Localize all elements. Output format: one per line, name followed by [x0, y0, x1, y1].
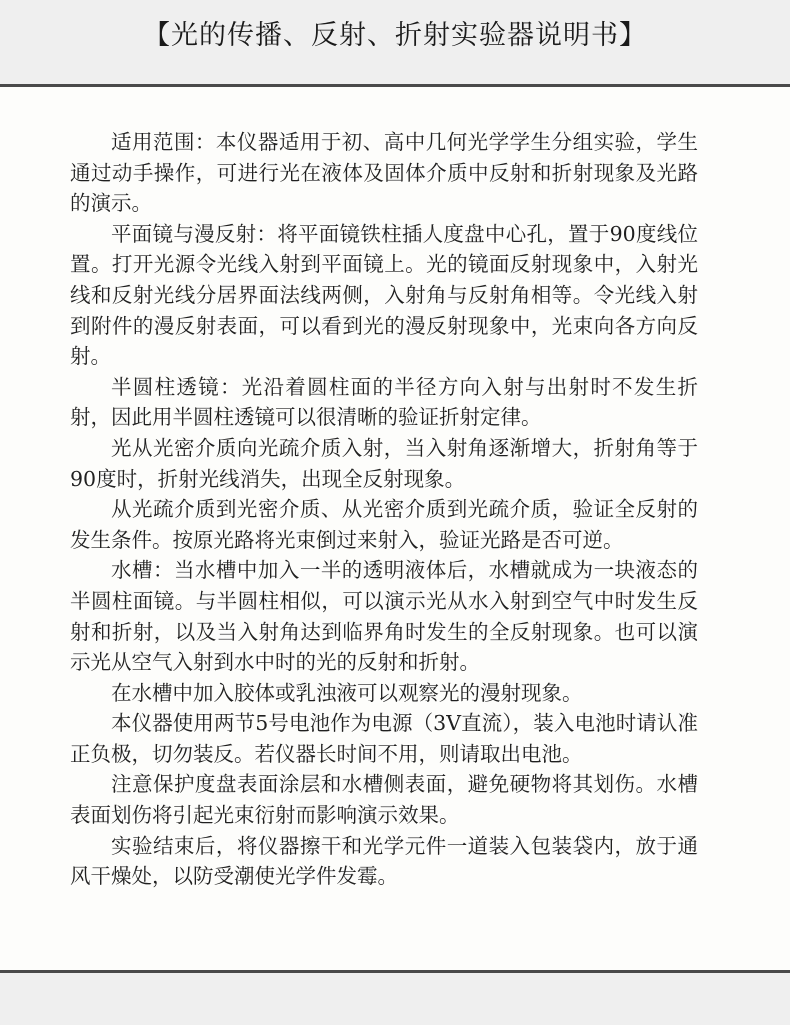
paragraph-scope: 适用范围：本仪器适用于初、高中几何光学学生分组实验，学生通过动手操作，可进行光在液体及固体介质中反射和折射现象及光路的演示。 — [70, 130, 698, 216]
paragraph-half-cylinder-lens: 半圆柱透镜：光沿着圆柱面的半径方向入射与出射时不发生折射，因此用半圆柱透镜可以很清晰的验证折射定律。 — [70, 374, 698, 430]
paragraph-battery: 本仪器使用两节5号电池作为电源（3V直流），装入电池时请认准正负极，切勿装反。若仪器长时间不用，则请取出电池。 — [70, 711, 698, 766]
paragraph-total-reflection: 光从光密介质向光疏介质入射，当入射角逐渐增大，折射角等于90度时，折射光线消失，出现全反射现象。 — [70, 435, 698, 491]
scanned-document — [0, 84, 790, 973]
footer-bar — [0, 973, 790, 1025]
header-bar — [0, 0, 790, 84]
paragraph-storage: 实验结束后，将仪器擦干和光学元件一道装入包装袋内，放于通风干燥处，以防受潮使光学件发霉。 — [70, 833, 698, 889]
paragraph-plane-mirror: 平面镜与漫反射：将平面镜铁柱插人度盘中心孔，置于90度线位置。打开光源令光线入射到平面镜上。光的镜面反射现象中，入射光线和反射光线分居界面法线两侧，入射角与反射角相等。令光线入射到附件的漫反射表面，可以看到光的漫反射现象中，光束向各方向反射。 — [70, 221, 698, 369]
paragraph-reversibility: 从光疏介质到光密介质、从光密介质到光疏介质，验证全反射的发生条件。按原光路将光束倒过来射入，验证光路是否可逆。 — [70, 497, 698, 552]
document-body — [70, 127, 698, 892]
page-title: 【光的传播、反射、折射实验器说明书】 — [143, 20, 647, 51]
paragraph-protection: 注意保护度盘表面涂层和水槽侧表面，避免硬物将其划伤。水槽表面划伤将引起光束衍射而影响演示效果。 — [70, 772, 698, 828]
paragraph-water-tank: 水槽：当水槽中加入一半的透明液体后，水槽就成为一块液态的半圆柱面镜。与半圆柱相似，可以演示光从水入射到空气中时发生反射和折射，以及当入射角达到临界角时发生的全反射现象。也可以演示光从空气入射到水中时的光的反射和折射。 — [70, 558, 698, 675]
paragraph-colloid: 在水槽中加入胶体或乳浊液可以观察光的漫射现象。 — [111, 680, 583, 705]
